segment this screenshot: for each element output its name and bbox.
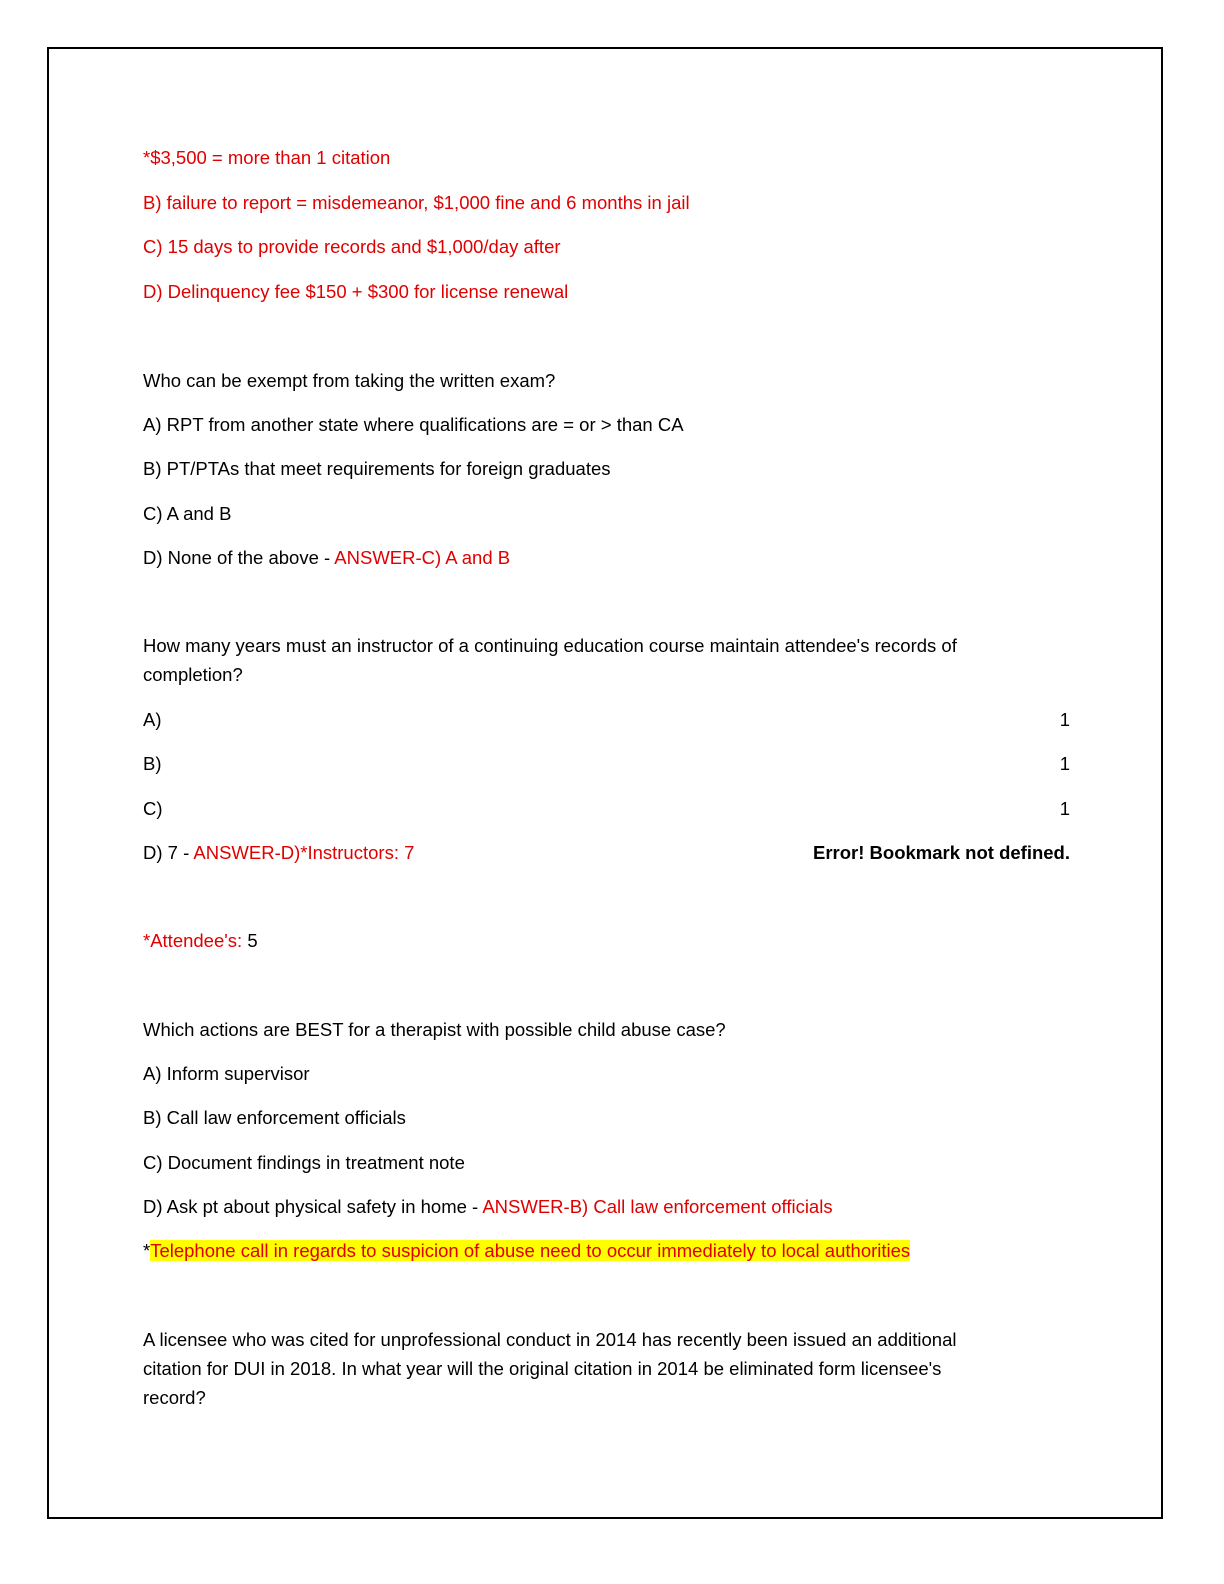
q2-option-c bbox=[143, 794, 1070, 823]
q1-option-d-text: D) None of the above - bbox=[143, 547, 335, 568]
q2-option-d bbox=[143, 838, 1070, 867]
q2-option-c-value: 1 bbox=[1059, 798, 1070, 819]
q3-note bbox=[143, 1236, 910, 1265]
page-border bbox=[47, 47, 1163, 1519]
q1-answer: ANSWER-C) A and B bbox=[334, 547, 511, 568]
question-4-line-2: citation for DUI in 2018. In what year will the original citation in 2014 be eliminated form licensee's bbox=[143, 1358, 942, 1379]
q3-answer: ANSWER-B) Call law enforcement officials bbox=[482, 1196, 833, 1217]
attendee-label: *Attendee's: bbox=[143, 930, 243, 951]
note-line-2: B) failure to report = misdemeanor, $1,000 fine and 6 months in jail bbox=[143, 192, 690, 213]
question-4-line-1: A licensee who was cited for unprofessional conduct in 2014 has recently been issued an additional bbox=[143, 1329, 957, 1350]
q3-option-d-text: D) Ask pt about physical safety in home - bbox=[143, 1196, 483, 1217]
q2-option-d-text: D) 7 - bbox=[143, 842, 194, 863]
q3-note-star: * bbox=[143, 1240, 151, 1261]
q1-option-c: C) A and B bbox=[143, 503, 232, 524]
question-2-line-2: completion? bbox=[143, 664, 243, 685]
bookmark-error: Error! Bookmark not defined. bbox=[813, 842, 1070, 863]
q2-answer: ANSWER-D)*Instructors: 7 bbox=[193, 842, 415, 863]
q1-option-a: A) RPT from another state where qualifications are = or > than CA bbox=[143, 414, 684, 435]
question-2-line-1: How many years must an instructor of a continuing education course maintain attendee's records of bbox=[143, 635, 957, 656]
question-1: Who can be exempt from taking the written exam? bbox=[143, 370, 556, 391]
q3-highlighted-note: Telephone call in regards to suspicion of abuse need to occur immediately to local authorities bbox=[150, 1240, 911, 1261]
q2-option-a-label: A) bbox=[143, 709, 162, 730]
q2-option-a-value: 1 bbox=[1059, 709, 1070, 730]
question-3: Which actions are BEST for a therapist with possible child abuse case? bbox=[143, 1019, 726, 1040]
question-4-line-3: record? bbox=[143, 1387, 206, 1408]
note-line-3: C) 15 days to provide records and $1,000/day after bbox=[143, 236, 561, 257]
q3-option-c: C) Document findings in treatment note bbox=[143, 1152, 465, 1173]
q2-option-b bbox=[143, 749, 1070, 778]
q1-option-b: B) PT/PTAs that meet requirements for foreign graduates bbox=[143, 458, 611, 479]
q3-option-a: A) Inform supervisor bbox=[143, 1063, 310, 1084]
note-line-4: D) Delinquency fee $150 + $300 for license renewal bbox=[143, 281, 569, 302]
q2-option-b-value: 1 bbox=[1059, 753, 1070, 774]
q3-option-d bbox=[143, 1192, 833, 1221]
q1-option-d bbox=[143, 543, 510, 572]
attendee-value: 5 bbox=[242, 930, 258, 951]
q3-option-b: B) Call law enforcement officials bbox=[143, 1107, 406, 1128]
q2-option-a bbox=[143, 705, 1070, 734]
q2-option-c-label: C) bbox=[143, 798, 163, 819]
q2-option-b-label: B) bbox=[143, 753, 162, 774]
note-line-1: *$3,500 = more than 1 citation bbox=[143, 147, 391, 168]
attendee-note bbox=[143, 926, 258, 955]
